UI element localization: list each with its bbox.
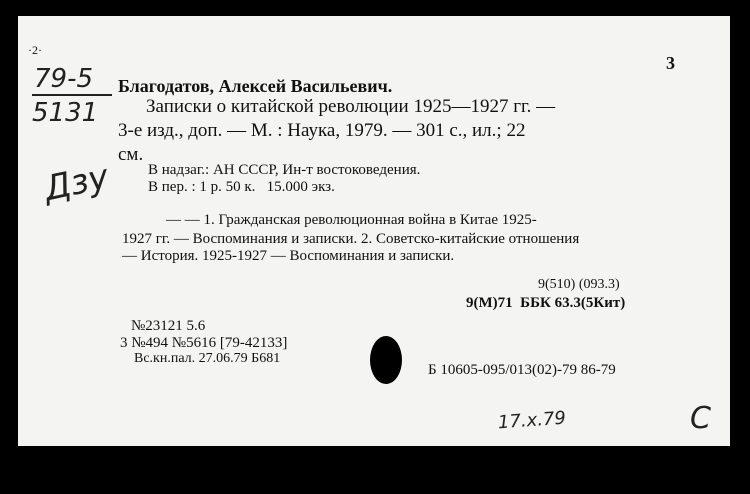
subject-line-1: — — 1. Гражданская революционная война в Китае 1925- [166,212,537,228]
subject-line-3: — История. 1925-1927 — Воспоминания и записки. [122,248,455,264]
title-line-2: 3-е изд., доп. — М. : Наука, 1979. — 301 с., ил.; 22 [118,120,526,141]
title-line-3: см. [118,144,144,165]
classification-bbk: 9(М)71 ББК 63.3(5Кит) [466,295,626,311]
catalog-card [18,16,730,446]
note-line-1: В надзаг.: АН СССР, Ин-т востоковедения. [148,162,421,178]
title-line-1: Записки о китайской революции 1925—1927 гг. — [146,96,556,117]
note-line-2: В пер. : 1 р. 50 к. 15.000 экз. [148,179,335,195]
corner-mark: ·2· [28,43,42,57]
author: Благодатов, Алексей Васильевич. [118,76,393,96]
corner-number: 3 [666,53,675,73]
handwritten-initials: С [690,401,711,436]
shelf-number: 5131 [32,98,99,128]
shelf-mark: 79-5 [34,64,94,94]
order-line: 3 №494 №5616 [79-42133] [120,335,288,351]
bookchamber-line: Вс.кн.пал. 27.06.79 Б681 [134,351,281,366]
number-line: №23121 5.6 [131,318,206,334]
handwritten-note: Дзу [40,156,113,210]
publisher-code: Б 10605-095/013(02)-79 86-79 [428,362,616,378]
handwritten-date: 17.х.79 [497,407,567,434]
classification-udc: 9(510) (093.3) [538,277,620,292]
shelf-mark-underline [32,94,112,96]
card-punch-hole [370,336,402,384]
subject-line-2: 1927 гг. — Воспоминания и записки. 2. Советско-китайские отношения [122,231,580,247]
